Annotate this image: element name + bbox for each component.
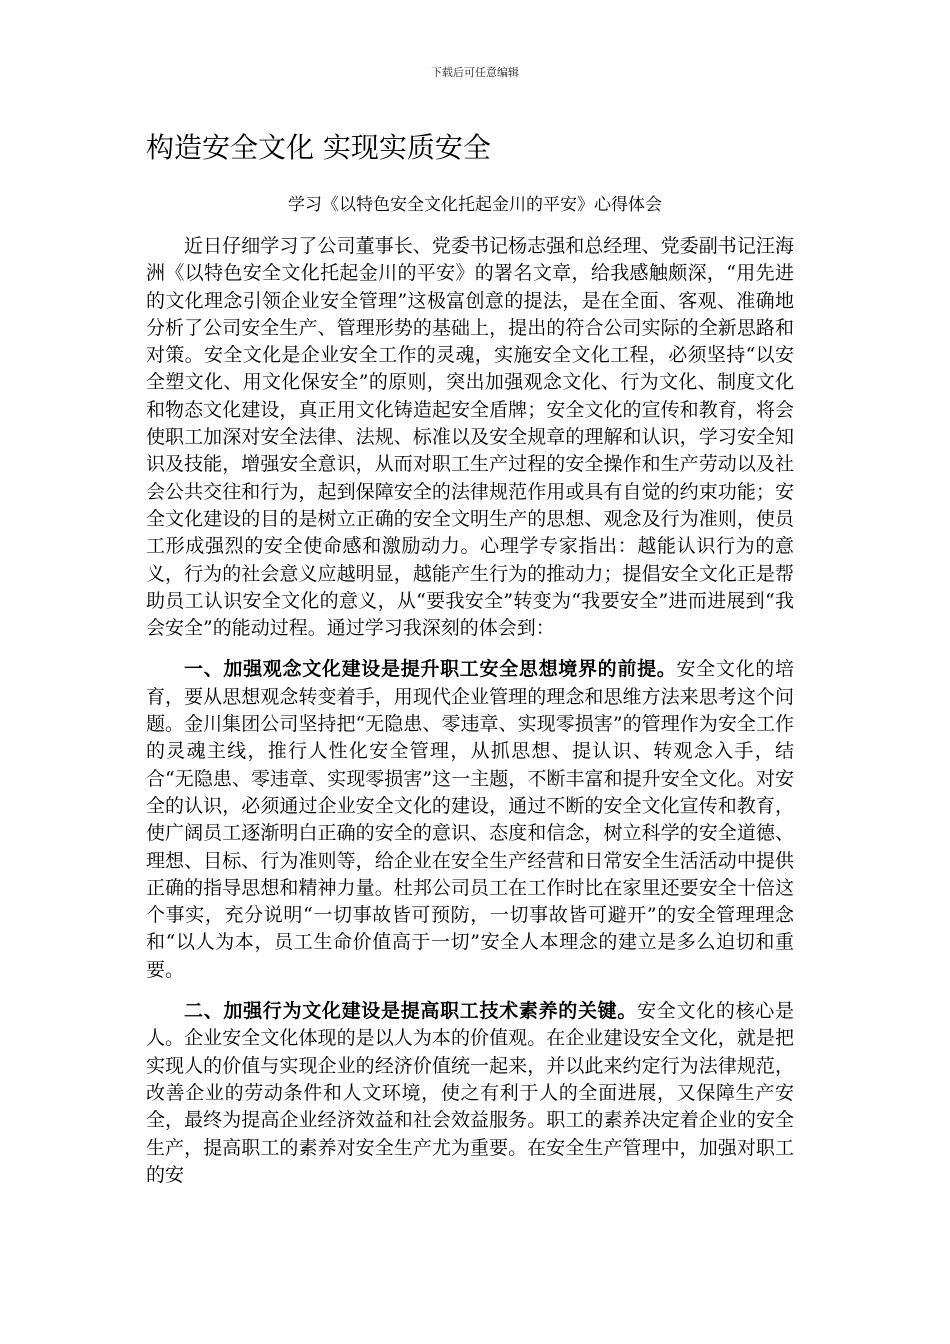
header-note: 下载后可任意编辑 bbox=[431, 66, 519, 79]
paragraph-text: 安全文化的核心是人。企业安全文化体现的是以人为本的价值观。在企业建设安全文化，就是把实现人的价值与实现企业的经济价值统一起来，并以此来约定行为法律规范，改善企业的劳动条件和人文环境，使之有利于人的全面进展，又保障生产安全，最终为提高企业经济效益和社会效益服务。职工的素养决定着企业的安全生产，提高职工的素养对安全生产尤为重要。在安全生产管理中，加强对职工的安 bbox=[146, 1000, 794, 1186]
paragraph-text: 安全文化的培育，要从思想观念转变着手，用现代企业管理的理念和思维方法来思考这个问题。金川集团公司坚持把“无隐患、零违章、实现零损害”的管理作为安全工作的灵魂主线，推行人性化安全管理，从抓思想、提认识、转观念入手，结合“无隐患、零违章、实现零损害”这一主题，不断丰富和提升安全文化。对安全的认识，必须通过企业安全文化的建设，通过不断的安全文化宣传和教育，使广阔员工逐渐明白正确的安全的意识、态度和信念，树立科学的安全道德、理想、目标、行为准则等，给企业在安全生产经营和日常安全生活活动中提供正确的指导思想和精神力量。杜邦公司员工在工作时比在家里还要安全十倍这个事实，充分说明“一切事故皆可预防，一切事故皆可避开”的安全管理理念和“以人为本，员工生命价值高于一切”安全人本理念的建立是多么迫切和重要。 bbox=[146, 658, 794, 981]
document-title: 构造安全文化 实现实质安全 bbox=[146, 131, 491, 164]
paragraph-lead: 一、加强观念文化建设是提升职工安全思想境界的前提。 bbox=[184, 658, 677, 681]
paragraph-section-1 bbox=[146, 656, 794, 984]
paragraph-section-2 bbox=[146, 998, 794, 1189]
document-body bbox=[146, 233, 794, 1189]
paragraph-intro bbox=[146, 233, 794, 642]
paragraph-text: 近日仔细学习了公司董事长、党委书记杨志强和总经理、党委副书记汪海洲《以特色安全文化托起金川的平安》的署名文章，给我感触颇深，“用先进的文化理念引领企业安全管理”这极富创意的提法，是在全面、客观、准确地分析了公司安全生产、管理形势的基础上，提出的符合公司实际的全新思路和对策。安全文化是企业安全工作的灵魂，实施安全文化工程，必须坚持“以安全塑文化、用文化保安全”的原则，突出加强观念文化、行为文化、制度文化和物态文化建设，真正用文化铸造起安全盾牌；安全文化的宣传和教育，将会使职工加深对安全法律、法规、标准以及安全规章的理解和认识，学习安全知识及技能，增强安全意识，从而对职工生产过程的安全操作和生产劳动以及社会公共交往和行为，起到保障安全的法律规范作用或具有自觉的约束功能；安全文化建设的目的是树立正确的安全文明生产的思想、观念及行为准则，使员工形成强烈的安全使命感和激励动力。心理学专家指出：越能认识行为的意义，行为的社会意义应越明显，越能产生行为的推动力；提倡安全文化正是帮助员工认识安全文化的意义，从“要我安全”转变为“我要安全”进而进展到“我会安全”的能动过程。通过学习我深刻的体会到： bbox=[146, 235, 794, 640]
paragraph-lead: 二、加强行为文化建设是提高职工技术素养的关键。 bbox=[184, 1000, 638, 1023]
document-subtitle: 学习《以特色安全文化托起金川的平安》心得体会 bbox=[288, 195, 662, 215]
